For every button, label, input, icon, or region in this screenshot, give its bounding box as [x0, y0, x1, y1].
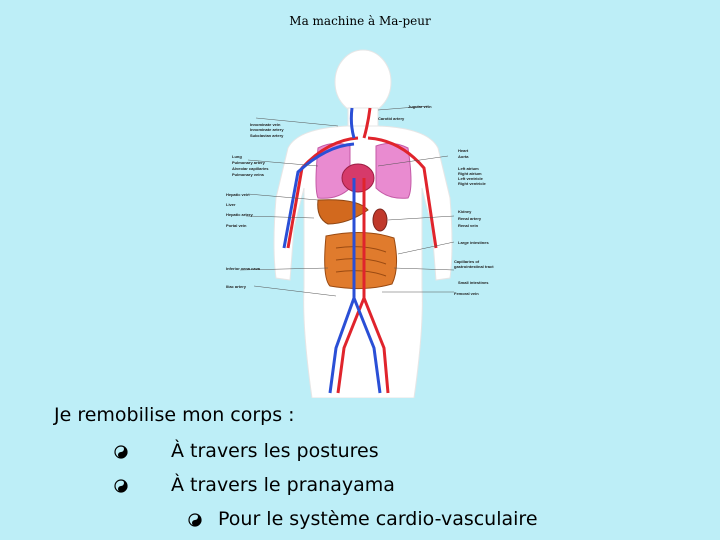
- label-femoral-vein: Femoral vein: [454, 291, 479, 296]
- label-portal-vein: Portal vein: [226, 223, 247, 228]
- bullet-text: À travers les postures: [171, 440, 379, 462]
- yin-yang-icon: [114, 478, 128, 492]
- bullet-text: À travers le pranayama: [171, 474, 395, 496]
- label-aorta: Aorta: [458, 154, 469, 159]
- label-heart: Heart: [458, 148, 469, 153]
- label-hepatic-artery: Hepatic artery: [226, 212, 253, 217]
- intro-text: Je remobilise mon corps :: [54, 404, 295, 426]
- yin-yang-icon: [114, 444, 128, 458]
- label-large-intestines: Large intestines: [458, 240, 489, 245]
- label-right-ventricle: Right ventricle: [458, 181, 486, 186]
- heart: [342, 164, 374, 192]
- kidney: [373, 209, 387, 231]
- label-kidney: Kidney: [458, 209, 472, 214]
- label-liver: Liver: [226, 202, 236, 207]
- label-iliac-artery: Iliac artery: [226, 284, 247, 289]
- label-innominate-artery: Innominate artery: [250, 127, 284, 132]
- slide-title: Ma machine à Ma-peur: [289, 14, 431, 28]
- bullet-item: [188, 508, 538, 530]
- label-left-ventricle: Left ventricle: [458, 176, 483, 181]
- intestines: [325, 232, 397, 288]
- label-renal-vein: Renal vein: [458, 223, 479, 228]
- label-jugular-vein: Jugular vein: [408, 104, 432, 109]
- label-right-atrium: Right atrium: [458, 171, 482, 176]
- label-inferior-vena-cava: Inferior vena cava: [226, 266, 261, 271]
- label-hepatic-vein: Hepatic vein: [226, 192, 250, 197]
- label-renal-artery: Renal artery: [458, 216, 482, 221]
- label-lung: Lung: [232, 154, 242, 159]
- label-capillaries-gi-tract: Capillaries of gastrointestinal tract: [454, 259, 494, 269]
- label-subclavian-artery: Subclavian artery: [250, 133, 284, 138]
- label-left-atrium: Left atrium: [458, 166, 479, 171]
- circulatory-system-diagram: [218, 48, 508, 398]
- bullet-text: Pour le système cardio-vasculaire: [218, 508, 538, 530]
- label-innominate-vein: Innominate vein: [250, 122, 281, 127]
- label-carotid-artery: Carotid artery: [378, 116, 405, 121]
- label-pulmonary-artery: Pulmonary artery: [232, 160, 265, 165]
- bullet-item: [114, 440, 379, 462]
- label-small-intestines: Small intestines: [458, 280, 489, 285]
- label-pulmonary-veins: Pulmonary veins: [232, 172, 265, 177]
- label-alveolar-capillaries: Alveolar capillaries: [232, 166, 269, 171]
- bullet-item: [114, 474, 395, 496]
- yin-yang-icon: [188, 512, 202, 526]
